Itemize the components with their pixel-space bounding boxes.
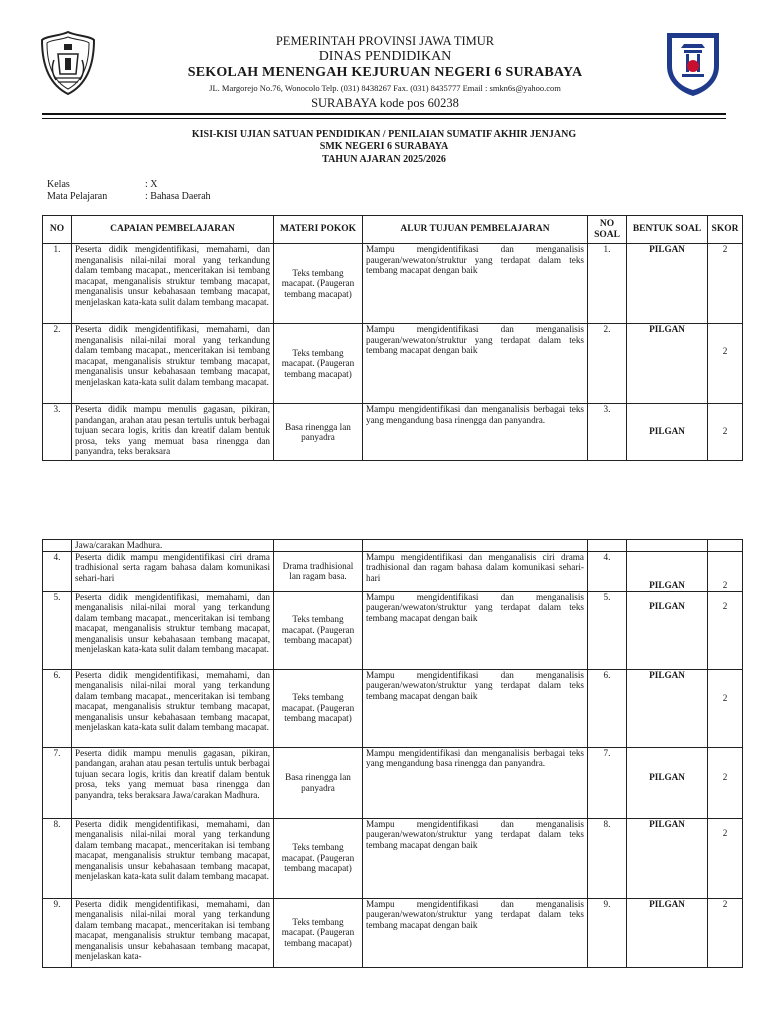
cell-no: 4.: [43, 551, 72, 591]
header-address: JL. Margorejo No.76, Wonocolo Telp. (031) 8438267 Fax. (031) 8435777 Email : smkn6s@yahoo.com: [209, 83, 561, 93]
meta-mapel-value: : Bahasa Daerah: [145, 191, 211, 202]
cell-capaian: Peserta didik mampu menulis gagasan, pikiran, pandangan, arahan atau pesan tertulis untuk berbagai tujuan secara logis, kritis dan kreatif dalam bentuk prosa, teks yang memuat basa rinengga dan panyandra, teks beraksara: [72, 404, 274, 461]
header-school-name: SEKOLAH MENENGAH KEJURUAN NEGERI 6 SURABAYA: [187, 65, 583, 80]
cell-materi: Teks tembang macapat. (Paugeran tembang macapat): [274, 591, 363, 669]
cell-no-soal: 1.: [588, 244, 627, 324]
header-city: SURABAYA kode pos 60238: [311, 96, 459, 110]
cell-alur: Mampu mengidentifikasi dan menganalisis paugeran/wewaton/struktur yang terdapat dalam teks tembang macapat dengan baik: [363, 669, 588, 747]
cell-no-soal: 5.: [588, 591, 627, 669]
cell-skor: 2: [708, 747, 743, 818]
east-java-emblem-icon: [40, 30, 96, 96]
meta-kelas-value: : X: [145, 179, 158, 190]
cell-capaian: Peserta didik mampu mengidentifikasi ciri drama tradhisional serta ragam bahasa dalam komunikasi sehari-hari: [72, 551, 274, 591]
cell-bentuk-soal: PILGAN: [627, 747, 708, 818]
cell-materi: Basa rinengga lan panyadra: [274, 747, 363, 818]
cell-bentuk-soal: PILGAN: [627, 244, 708, 324]
cell-materi: Teks tembang macapat. (Paugeran tembang macapat): [274, 324, 363, 404]
cell-no-soal: 6.: [588, 669, 627, 747]
cell-no: 1.: [43, 244, 72, 324]
cell-alur: Mampu mengidentifikasi dan menganalisis berbagai teks yang mengandung basa rinengga dan panyandra.: [363, 404, 588, 461]
table-row: [43, 244, 743, 324]
cell-bentuk-soal: PILGAN: [627, 898, 708, 967]
cell-skor: 2: [708, 551, 743, 591]
col-header-capaian: CAPAIAN PEMBELAJARAN: [72, 216, 274, 244]
meta-mapel-label: Mata Pelajaran: [47, 191, 108, 202]
cell-no-soal: 9.: [588, 898, 627, 967]
cell-capaian: Peserta didik mengidentifikasi, memahami, dan menganalisis nilai-nilai moral yang terkandung dalam tembang macapat., menceritakan isi tembang macapat, menganalisis struktur tembang macapat, menganalisis unsur kebahasaan tembang macapat, menjelaskan kata-kata sulit dalam tembang macapat.: [72, 244, 274, 324]
cell-alur: Mampu mengidentifikasi dan menganalisis berbagai teks yang mengandung basa rinengga dan panyandra.: [363, 747, 588, 818]
cell-materi: Drama tradhisional lan ragam basa.: [274, 551, 363, 591]
cell-no-soal: 7.: [588, 747, 627, 818]
header-rule-thin: [42, 118, 726, 119]
cell-skor: 2: [708, 591, 743, 669]
cell-no: 9.: [43, 898, 72, 967]
cell-bentuk-soal: PILGAN: [627, 818, 708, 898]
col-header-bentuk-soal: BENTUK SOAL: [627, 216, 708, 244]
cell-materi: Basa rinengga lan panyadra: [274, 404, 363, 461]
cell-capaian: Peserta didik mengidentifikasi, memahami, dan menganalisis nilai-nilai moral yang terkandung dalam tembang macapat., menceritakan isi tembang macapat, menganalisis struktur tembang macapat, menganalisis unsur kebahasaan tembang macapat, menjelaskan kata-kata sulit dalam tembang macapat.: [72, 818, 274, 898]
doc-title: KISI-KISI UJIAN SATUAN PENDIDIKAN / PENILAIAN SUMATIF AKHIR JENJANG: [191, 129, 577, 140]
school-shield-icon: [664, 30, 722, 98]
kisi-kisi-table-part2: [42, 539, 743, 968]
cell-bentuk-soal: PILGAN: [627, 551, 708, 591]
table-row: [43, 551, 743, 591]
cell-capaian: Peserta didik mampu menulis gagasan, pikiran, pandangan, arahan atau pesan tertulis untuk berbagai tujuan secara logis, kritis dan kreatif dalam bentuk prosa, teks yang memuat basa rinengga dan panyandra, teks beraksara Jawa/carakan Madhura.: [72, 747, 274, 818]
table-row: [43, 898, 743, 967]
header-rule-thick: [42, 113, 726, 115]
kisi-kisi-table-part1: [42, 215, 743, 461]
cell-no: 6.: [43, 669, 72, 747]
cell-no: 8.: [43, 818, 72, 898]
header-department: DINAS PENDIDIKAN: [318, 49, 452, 64]
meta-kelas: [47, 179, 158, 190]
table-row: [43, 747, 743, 818]
cell-alur: Mampu mengidentifikasi dan menganalisis paugeran/wewaton/struktur yang terdapat dalam teks tembang macapat dengan baik: [363, 591, 588, 669]
cell-materi: Teks tembang macapat. (Paugeran tembang macapat): [274, 669, 363, 747]
cell-no-soal: 2.: [588, 324, 627, 404]
table-header-row: [43, 216, 743, 244]
cell-skor: 2: [708, 669, 743, 747]
doc-subtitle-year: TAHUN AJARAN 2025/2026: [322, 154, 446, 165]
cell-bentuk-soal: PILGAN: [627, 404, 708, 461]
cell-skor: 2: [708, 324, 743, 404]
cell-capaian: Peserta didik mengidentifikasi, memahami, dan menganalisis nilai-nilai moral yang terkandung dalam tembang macapat., menceritakan isi tembang macapat, menganalisis struktur tembang macapat, menganalisis unsur kebahasaan tembang macapat, menjelaskan kata-: [72, 898, 274, 967]
cell-materi: Teks tembang macapat. (Paugeran tembang macapat): [274, 818, 363, 898]
cell-no-soal: 8.: [588, 818, 627, 898]
table-row: [43, 324, 743, 404]
cell-alur: Mampu mengidentifikasi dan menganalisis paugeran/wewaton/struktur yang terdapat dalam teks tembang macapat dengan baik: [363, 818, 588, 898]
table-row: [43, 591, 743, 669]
cell-capaian: Peserta didik mengidentifikasi, memahami, dan menganalisis nilai-nilai moral yang terkandung dalam tembang macapat., menceritakan isi tembang macapat, menganalisis struktur tembang macapat, menganalisis unsur kebahasaan tembang macapat, menjelaskan kata-kata sulit dalam tembang macapat.: [72, 324, 274, 404]
col-header-alur: ALUR TUJUAN PEMBELAJARAN: [363, 216, 588, 244]
col-header-no: NO: [43, 216, 72, 244]
cell-skor: 2: [708, 404, 743, 461]
cell-alur: Mampu mengidentifikasi dan menganalisis paugeran/wewaton/struktur yang terdapat dalam teks tembang macapat dengan baik: [363, 324, 588, 404]
header-province: PEMERINTAH PROVINSI JAWA TIMUR: [275, 34, 495, 48]
cell-bentuk-soal: PILGAN: [627, 591, 708, 669]
cell-materi: Teks tembang macapat. (Paugeran tembang macapat): [274, 244, 363, 324]
meta-mapel: [47, 191, 211, 202]
cell-capaian: Peserta didik mengidentifikasi, memahami, dan menganalisis nilai-nilai moral yang terkandung dalam tembang macapat., menceritakan isi tembang macapat, menganalisis struktur tembang macapat, menganalisis unsur kebahasaan tembang macapat, menjelaskan kata-kata sulit dalam tembang macapat.: [72, 669, 274, 747]
cell-no: 7.: [43, 747, 72, 818]
col-header-no-soal: NO SOAL: [588, 216, 627, 244]
table-row: [43, 404, 743, 461]
cell-alur: Mampu mengidentifikasi dan menganalisis paugeran/wewaton/struktur yang terdapat dalam teks tembang macapat dengan baik: [363, 244, 588, 324]
table-row: [43, 669, 743, 747]
table-row: [43, 818, 743, 898]
col-header-materi: MATERI POKOK: [274, 216, 363, 244]
cell-no: 2.: [43, 324, 72, 404]
cell-no: 5.: [43, 591, 72, 669]
cell-no-soal: 3.: [588, 404, 627, 461]
doc-subtitle-school: SMK NEGERI 6 SURABAYA: [319, 141, 449, 152]
cell-bentuk-soal: PILGAN: [627, 324, 708, 404]
cell-no-soal: 4.: [588, 551, 627, 591]
meta-kelas-label: Kelas: [47, 179, 70, 190]
cell-alur: Mampu mengidentifikasi dan menganalisis ciri drama tradhisional dan ragam bahasa dalam komunikasi sehari-hari: [363, 551, 588, 591]
cell-bentuk-soal: PILGAN: [627, 669, 708, 747]
cell-capaian: Peserta didik mengidentifikasi, memahami, dan menganalisis nilai-nilai moral yang terkandung dalam tembang macapat., menceritakan isi tembang macapat, menganalisis struktur tembang macapat, menganalisis unsur kebahasaan tembang macapat, menjelaskan kata-kata sulit dalam tembang macapat.: [72, 591, 274, 669]
cell-alur: Mampu mengidentifikasi dan menganalisis paugeran/wewaton/struktur yang terdapat dalam teks tembang macapat dengan baik: [363, 898, 588, 967]
cell-no: 3.: [43, 404, 72, 461]
continuation-text: Jawa/carakan Madhura.: [72, 540, 274, 552]
cell-skor: 2: [708, 818, 743, 898]
cell-skor: 2: [708, 244, 743, 324]
cell-materi: Teks tembang macapat. (Paugeran tembang macapat): [274, 898, 363, 967]
col-header-skor: SKOR: [708, 216, 743, 244]
table-row-continuation: [43, 540, 743, 552]
cell-skor: 2: [708, 898, 743, 967]
